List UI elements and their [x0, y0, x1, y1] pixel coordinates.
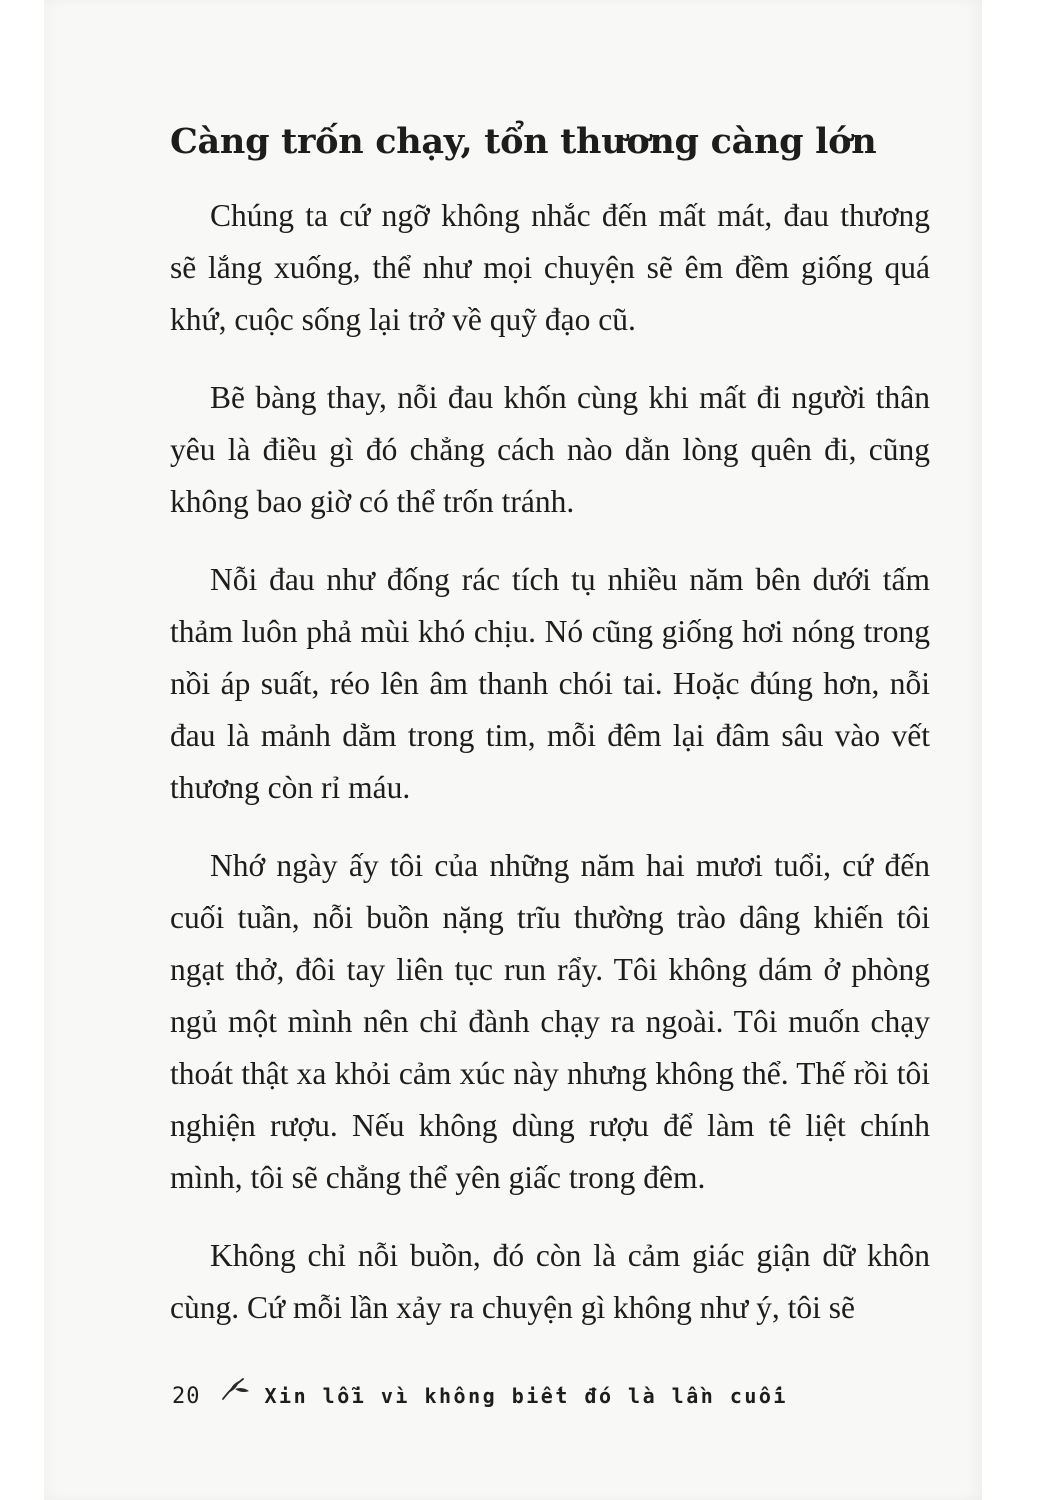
- page-number: 20: [172, 1383, 201, 1409]
- paragraph: Nỗi đau như đống rác tích tụ nhiều năm bên dưới tấm thảm luôn phả mùi khó chịu. Nó cũng giống hơi nóng trong nồi áp suất, réo lên âm thanh chói tai. Hoặc đúng hơn, nỗi đau là mảnh dằm trong tim, mỗi đêm lại đâm sâu vào vết thương còn rỉ máu.: [170, 562, 930, 805]
- paragraph: Nhớ ngày ấy tôi của những năm hai mươi tuổi, cứ đến cuối tuần, nỗi buồn nặng trĩu thường trào dâng khiến tôi ngạt thở, đôi tay liên tục run rẩy. Tôi không dám ở phòng ngủ một mình nên chỉ đành chạy ra ngoài. Tôi muốn chạy thoát thật xa khỏi cảm xúc này nhưng không thể. Thế rồi tôi nghiện rượu. Nếu không dùng rượu để làm tê liệt chính mình, tôi sẽ chẳng thể yên giấc trong đêm.: [170, 848, 930, 1195]
- chapter-title: Càng trốn chạy, tổn thương càng lớn: [170, 121, 877, 162]
- paragraph: Bẽ bàng thay, nỗi đau khốn cùng khi mất đi người thân yêu là điều gì đó chẳng cách nào dằn lòng quên đi, cũng không bao giờ có thể trốn tránh.: [170, 380, 930, 519]
- paragraph: Chúng ta cứ ngỡ không nhắc đến mất mát, đau thương sẽ lắng xuống, thể như mọi chuyện sẽ êm đềm giống quá khứ, cuộc sống lại trở về quỹ đạo cũ.: [170, 198, 930, 337]
- leaf-icon: [221, 1375, 251, 1401]
- paragraph: Không chỉ nỗi buồn, đó còn là cảm giác giận dữ khôn cùng. Cứ mỗi lần xảy ra chuyện gì không như ý, tôi sẽ: [170, 1238, 930, 1325]
- page-body: [170, 112, 930, 1334]
- page-footer: [172, 1374, 788, 1418]
- book-title: Xin lỗi vì không biết đó là lần cuối: [264, 1384, 788, 1408]
